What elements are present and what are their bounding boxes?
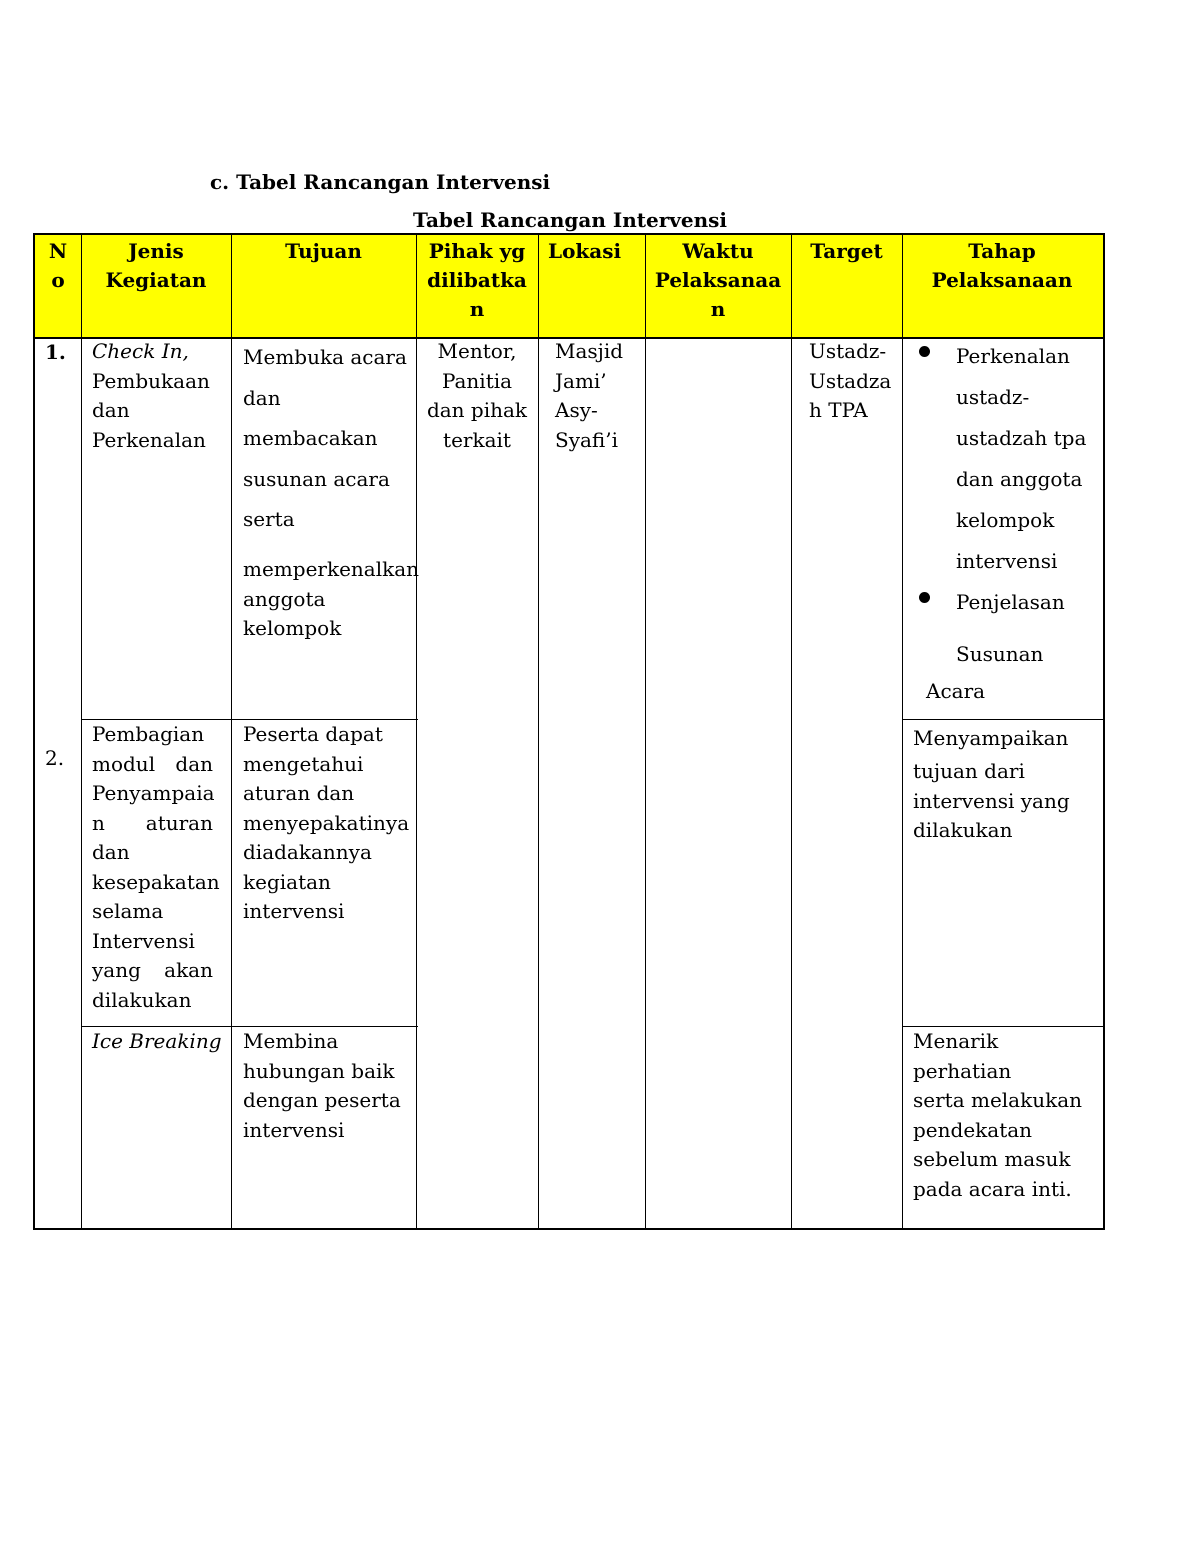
row2-tujuan: [243, 720, 415, 927]
pihak-line: terkait: [443, 427, 511, 452]
pihak-line: Panitia: [441, 368, 513, 393]
row2-jenis-line: Intervensi: [92, 928, 195, 953]
row1-jenis-line: dan: [92, 398, 130, 422]
row1-tujuan-line: anggota: [243, 586, 326, 611]
bullet-icon: [919, 592, 930, 603]
row1-tujuan-line: membacakan: [243, 426, 378, 450]
row3-tujuan-line: Membina: [243, 1029, 339, 1053]
lokasi-line: Masjid: [555, 339, 624, 363]
word: modul: [92, 751, 156, 776]
tahap-bullet-item: [911, 336, 1101, 582]
header-tujuan-line: Tujuan: [285, 239, 362, 263]
row1-tujuan-b: [243, 555, 420, 644]
header-tahap: [902, 237, 1102, 295]
row2-jenis-line: [92, 956, 213, 986]
header-lokasi: [538, 237, 645, 266]
row2-tujuan-line: aturan dan: [243, 781, 355, 805]
row3-tujuan: [243, 1027, 415, 1145]
row-number-1: 1.: [45, 340, 66, 364]
lokasi-line: Jami’: [555, 368, 607, 393]
lokasi-line: Asy-: [555, 398, 598, 422]
pihak-cell: [416, 337, 538, 455]
table-caption: Tabel Rancangan Intervensi: [412, 208, 728, 232]
row1-tujuan-line: dan: [243, 385, 281, 410]
intervention-table: [33, 233, 1105, 1230]
header-waktu-line: Pelaksanaa: [654, 268, 782, 292]
row1-tujuan-line: serta: [243, 507, 295, 531]
row3-tahap-line: Menarik perhatian: [913, 1029, 1012, 1083]
column-divider: [81, 235, 82, 1228]
row1-tujuan-line: kelompok: [243, 616, 342, 640]
row2-tujuan-line: mengetahui: [243, 751, 364, 776]
header-jenis-line: Jenis: [128, 239, 184, 263]
target-cell: [809, 337, 901, 426]
tahap-line: kelompok: [956, 508, 1055, 532]
row-number-2: 2.: [45, 746, 65, 770]
bullet-icon: [919, 346, 930, 357]
header-lokasi-line: Lokasi: [548, 239, 622, 263]
header-pihak-line: n: [469, 297, 485, 321]
row2-jenis-line: Penyampaia: [92, 781, 215, 805]
row1-tujuan-line: susunan acara: [243, 466, 390, 491]
tahap-line: intervensi: [956, 549, 1058, 573]
row2-jenis: [92, 720, 220, 1015]
column-divider: [902, 235, 903, 1228]
row1-jenis: [92, 337, 222, 455]
row1-tujuan-line: Membuka acara: [243, 345, 407, 369]
tahap-line: Perkenalan: [956, 344, 1070, 368]
target-line: Ustadz-: [809, 339, 887, 363]
row2-tujuan-line: Peserta dapat: [243, 722, 383, 746]
row2-tahap-line: Menyampaikan: [913, 726, 1069, 750]
header-no: [35, 237, 81, 295]
row2-tahap-line: intervensi yang: [913, 788, 1070, 813]
word: dan: [175, 751, 213, 776]
row3-tahap-line: sebelum masuk: [913, 1147, 1071, 1171]
lokasi-cell: [555, 337, 643, 455]
row2-tahap: [913, 720, 1101, 846]
header-tahap-line: Tahap: [968, 239, 1036, 263]
row3-tahap-line: pendekatan: [913, 1117, 1033, 1142]
row2-tujuan-line: kegiatan: [243, 869, 331, 894]
row2-jenis-line: dan: [92, 840, 130, 864]
row2-jenis-line: dilakukan: [92, 987, 192, 1012]
column-divider: [645, 235, 646, 1228]
lokasi-line: Syafi’i: [555, 427, 619, 452]
tahap-line: ustadzah tpa: [956, 426, 1087, 450]
word: akan: [164, 958, 213, 982]
header-target: [791, 237, 902, 266]
target-line: h TPA: [809, 398, 868, 422]
row3-tujuan-line: dengan peserta: [243, 1088, 401, 1112]
tahap-line: Penjelasan: [956, 590, 1065, 614]
column-divider: [538, 235, 539, 1228]
header-no-line: o: [51, 268, 65, 292]
header-jenis-kegiatan: [81, 237, 231, 295]
header-waktu: [645, 237, 791, 324]
row2-jenis-line: [92, 750, 213, 780]
pihak-line: dan pihak: [426, 398, 528, 422]
row1-jenis-line: Perkenalan: [92, 427, 206, 452]
row1-jenis-line: Pembukaan: [92, 368, 210, 393]
row2-tujuan-line: diadakannya: [243, 840, 372, 864]
row1-tujuan-line: memperkenalkan: [243, 557, 420, 581]
row1-tahap-tail: Acara: [926, 679, 986, 703]
header-waktu-line: Waktu: [682, 239, 754, 263]
row2-tujuan-line: intervensi: [243, 899, 345, 923]
row1-tujuan-a: [243, 337, 413, 540]
row3-tahap-line: pada acara inti.: [913, 1176, 1072, 1201]
row3-tujuan-line: hubungan baik: [243, 1058, 395, 1083]
row3-tahap-line: serta melakukan: [913, 1088, 1083, 1112]
row2-jenis-line: selama: [92, 899, 164, 923]
header-pihak: [416, 237, 538, 324]
tahap-line: dan anggota: [956, 467, 1083, 491]
row3-tahap: [913, 1027, 1101, 1204]
column-divider: [231, 235, 232, 1228]
target-line: Ustadza: [809, 368, 892, 393]
header-tujuan: [231, 237, 416, 266]
word: aturan: [145, 810, 213, 835]
pihak-line: Mentor,: [437, 339, 517, 363]
row2-jenis-line: kesepakatan: [92, 869, 220, 894]
row2-tahap-line: tujuan dari: [913, 759, 1025, 783]
section-heading: c. Tabel Rancangan Intervensi: [210, 170, 551, 194]
row3-jenis: Ice Breaking: [92, 1029, 222, 1053]
row1-jenis-line: Check In,: [92, 339, 189, 363]
row1-tahap-tail: Susunan: [956, 642, 1044, 666]
tahap-bullet-item: [911, 582, 1101, 623]
header-pihak-line: Pihak yg: [428, 239, 526, 263]
row3-tujuan-line: intervensi: [243, 1117, 345, 1142]
header-tahap-line: Pelaksanaan: [931, 268, 1073, 292]
row2-jenis-line: Pembagian: [92, 722, 205, 746]
word: n: [92, 810, 105, 835]
row2-tahap-line: dilakukan: [913, 818, 1013, 842]
row2-jenis-line: [92, 809, 213, 839]
header-target-line: Target: [810, 239, 883, 263]
header-pihak-line: dilibatka: [427, 268, 527, 292]
column-divider: [791, 235, 792, 1228]
tahap-line: ustadz-: [956, 385, 1030, 409]
header-no-line: N: [48, 239, 68, 263]
row2-tujuan-line: menyepakatinya: [243, 810, 410, 835]
header-waktu-line: n: [710, 297, 726, 321]
word: yang: [92, 958, 141, 982]
row1-tahap: [911, 336, 1101, 623]
header-jenis-line: Kegiatan: [105, 268, 207, 292]
